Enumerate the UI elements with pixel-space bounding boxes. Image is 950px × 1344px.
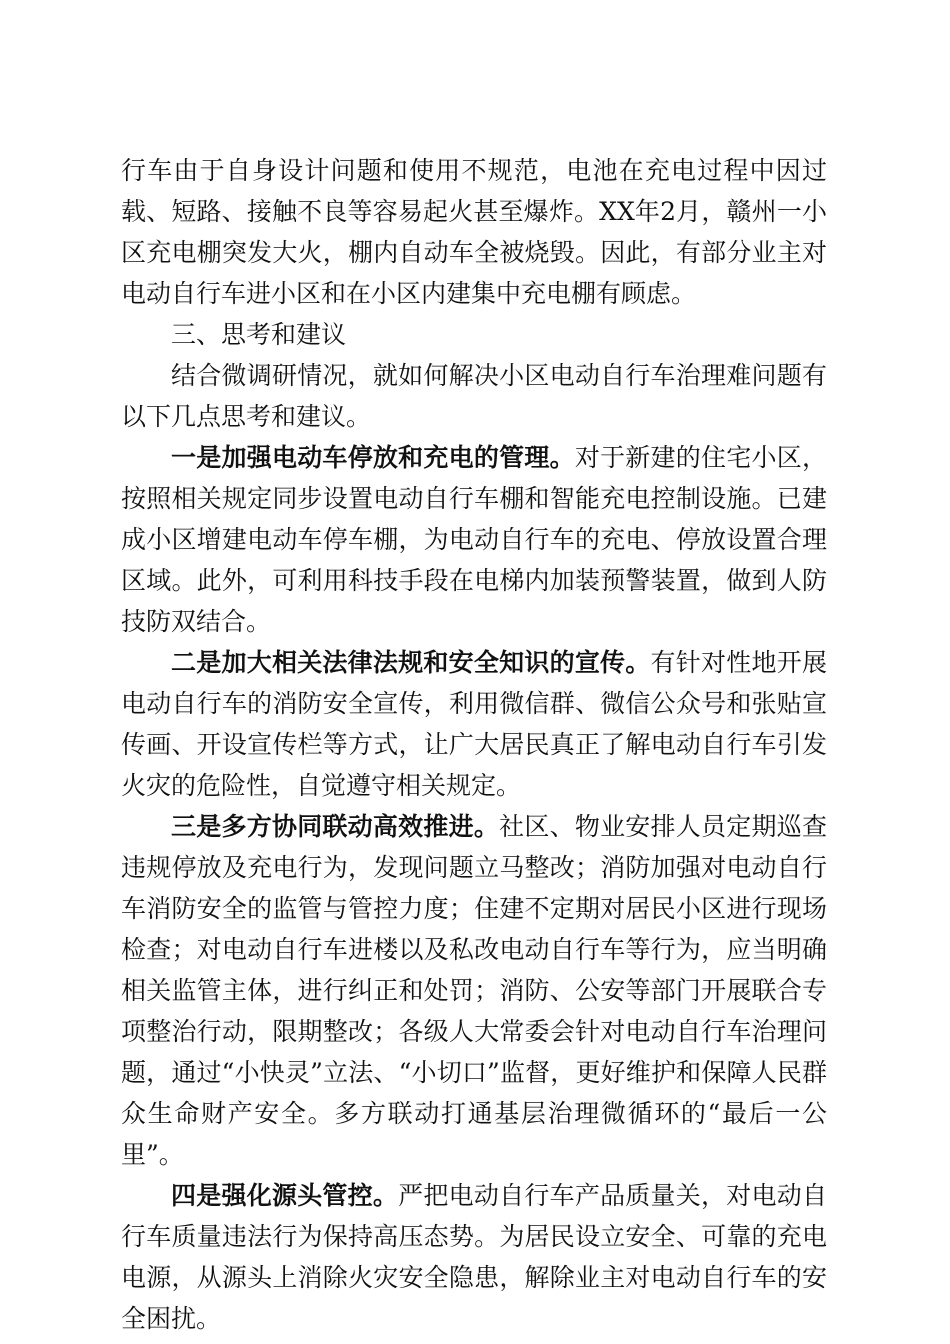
paragraph-lead: 一是加强电动车停放和充电的管理。	[171, 443, 575, 472]
section-heading	[121, 314, 827, 355]
paragraph-lead: 二是加大相关法律法规和安全知识的宣传。	[171, 648, 651, 677]
paragraph-text: 对于新建的住宅小区，按照相关规定同步设置电动自行车棚和智能充电控制设施。已建成小区增建电动车停车棚，为电动自行车的充电、停放设置合理区域。此外，可利用科技手段在电梯内加装预警装置，做到人防技防双结合。	[121, 443, 827, 636]
paragraph-lead: 四是强化源头管控。	[171, 1181, 399, 1210]
paragraph-suggestion-2	[121, 642, 827, 806]
document-body	[121, 150, 827, 1339]
paragraph-suggestion-4	[121, 1175, 827, 1339]
paragraph-continuation	[121, 150, 827, 314]
paragraph-text: 有针对性地开展电动自行车的消防安全宣传，利用微信群、微信公众号和张贴宣传画、开设宣传栏等方式，让广大居民真正了解电动自行车引发火灾的危险性，自觉遵守相关规定。	[121, 648, 827, 800]
section-heading-text: 三、思考和建议	[171, 320, 347, 349]
paragraph-intro	[121, 355, 827, 437]
paragraph-text: 行车由于自身设计问题和使用不规范，电池在充电过程中因过载、短路、接触不良等容易起火甚至爆炸。XX年2月，赣州一小区充电棚突发大火，棚内自动车全被烧毁。因此，有部分业主对电动自行车进小区和在小区内建集中充电棚有顾虑。	[121, 156, 827, 308]
paragraph-suggestion-3	[121, 806, 827, 1175]
paragraph-text: 严把电动自行车产品质量关，对电动自行车质量违法行为保持高压态势。为居民设立安全、可靠的充电电源，从源头上消除火灾安全隐患，解除业主对电动自行车的安全困扰。	[121, 1181, 827, 1333]
paragraph-text: 结合微调研情况，就如何解决小区电动自行车治理难问题有以下几点思考和建议。	[121, 361, 827, 431]
paragraph-lead: 三是多方协同联动高效推进。	[171, 812, 500, 841]
paragraph-text: 社区、物业安排人员定期巡查违规停放及充电行为，发现问题立马整改；消防加强对电动自行车消防安全的监管与管控力度；住建不定期对居民小区进行现场检查；对电动自行车进楼以及私改电动自行车等行为，应当明确相关监管主体，进行纠正和处罚；消防、公安等部门开展联合专项整治行动，限期整改；各级人大常委会针对电动自行车治理问题，通过“小快灵”立法、“小切口”监督，更好维护和保障人民群众生命财产安全。多方联动打通基层治理微循环的“最后一公里”。	[121, 812, 827, 1169]
paragraph-suggestion-1	[121, 437, 827, 642]
